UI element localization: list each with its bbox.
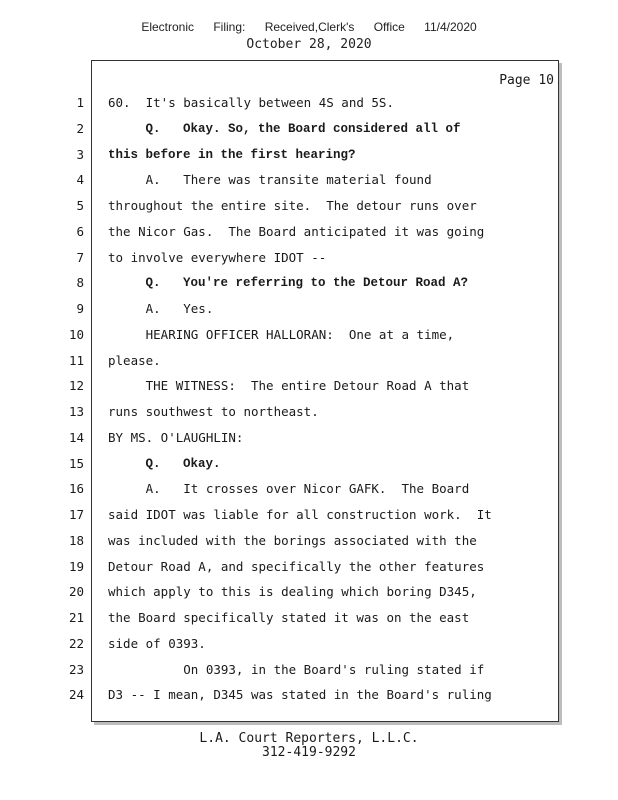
transcript-line: A. There was transite material found [108,172,432,188]
footer-company: L.A. Court Reporters, L.L.C. [199,731,419,746]
transcript-line: the Board specifically stated it was on the east [108,610,470,625]
transcript-line: Detour Road A, and specifically the other features [108,558,485,574]
transcript-line: this before in the first hearing? [108,147,356,162]
line-number: 4 [76,172,84,188]
line-number: 11 [68,352,84,368]
line-number: 17 [68,507,84,522]
line-number: 6 [76,223,84,239]
transcript-line: On 0393, in the Board's ruling stated if [108,661,485,677]
filing-stamp [0,20,618,34]
transcript-line: runs southwest to northeast. [108,404,319,419]
line-number: 1 [76,95,84,110]
transcript-line: Q. Okay. [108,456,221,471]
stamp-filing: Filing: [213,20,246,34]
transcript-line: the Nicor Gas. The Board anticipated it was going [108,223,485,239]
transcript-line: THE WITNESS: The entire Detour Road A that [108,378,470,394]
transcript-line: BY MS. O'LAUGHLIN: [108,429,244,445]
line-number: 5 [76,198,84,213]
hearing-date: October 28, 2020 [246,37,372,52]
line-number: 15 [68,455,84,471]
line-number: 8 [76,275,84,291]
line-number: 13 [68,404,84,419]
transcript-line: please. [108,352,161,368]
line-number: 3 [76,146,84,162]
line-number: 10 [68,326,84,342]
line-number: 20 [68,584,84,600]
line-number: 16 [68,481,84,497]
line-number: 9 [76,301,84,316]
transcript-line: A. It crosses over Nicor GAFK. The Board [108,481,470,497]
transcript-line: throughout the entire site. The detour runs over [108,198,477,213]
line-number: 7 [76,249,84,265]
page-number: Page 10 [499,73,554,88]
transcript-line: D3 -- I mean, D345 was stated in the Board's ruling [108,687,492,703]
stamp-office: Office [373,20,405,34]
footer [0,732,618,760]
line-number: 2 [76,120,84,136]
line-number: 24 [68,687,84,703]
transcript-line: said IDOT was liable for all construction work. It [108,507,492,522]
transcript-line: A. Yes. [108,301,214,316]
line-number: 23 [68,661,84,677]
transcript-line: to involve everywhere IDOT -- [108,249,327,265]
transcript-line: Q. You're referring to the Detour Road A? [108,276,469,291]
line-number: 12 [68,378,84,394]
transcript-line: was included with the borings associated with the [108,532,477,548]
transcript-line: side of 0393. [108,635,206,651]
stamp-date: 11/4/2020 [424,20,477,34]
stamp-received: Received,Clerk's [264,20,355,34]
line-number: 22 [68,635,84,651]
line-number: 21 [68,610,84,625]
footer-phone: 312-419-9292 [262,745,356,760]
stamp-electronic: Electronic [141,20,194,34]
transcript-line: Q. Okay. So, the Board considered all of [108,121,461,136]
line-number: 19 [68,558,84,574]
line-number: 14 [68,429,84,445]
transcript-line: HEARING OFFICER HALLORAN: One at a time, [108,326,455,342]
transcript-line: 60. It's basically between 4S and 5S. [108,95,394,110]
line-number: 18 [68,532,84,548]
transcript-line: which apply to this is dealing which boring D345, [108,584,477,600]
